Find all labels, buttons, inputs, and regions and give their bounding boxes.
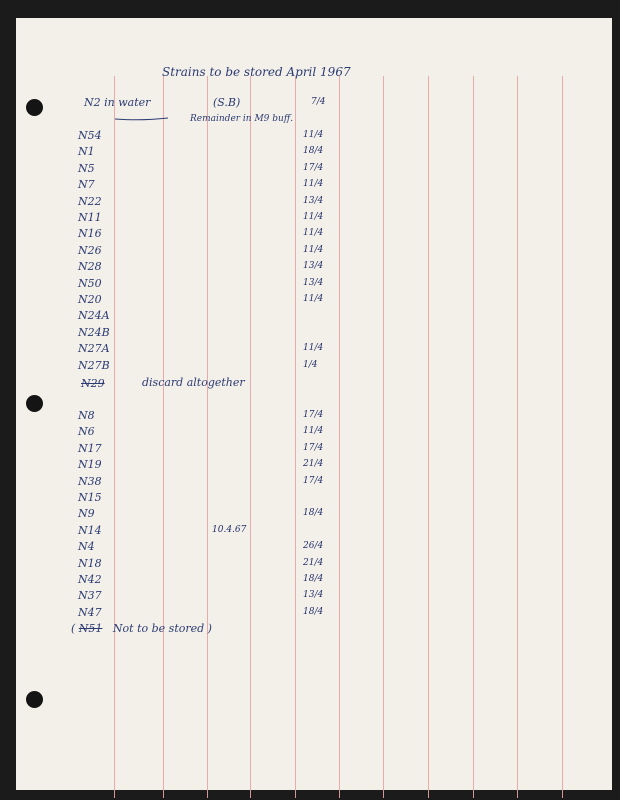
storage-date: 17/4: [303, 442, 324, 453]
remainder-note: Remainder in M9 buff.: [190, 114, 294, 124]
storage-date: 18/4: [303, 606, 324, 617]
storage-date: 13/4: [303, 261, 324, 272]
extra-date: 10.4.67: [212, 524, 247, 535]
storage-date: 11/4: [303, 426, 324, 437]
strain-label: N6: [78, 425, 95, 439]
storage-date: 11/4: [303, 212, 324, 222]
strain-label: N11: [78, 211, 102, 224]
not-stored-entry: ( N51 Not to be stored ): [71, 622, 212, 635]
page-title: Strains to be stored April 1967: [162, 65, 351, 79]
strain-label: N7: [78, 178, 95, 192]
strain-label: N2 in water: [84, 96, 151, 109]
strain-label: N28: [78, 260, 102, 274]
storage-date: 11/4: [303, 294, 324, 304]
storage-date: 11/4: [303, 343, 324, 354]
strain-label: N22: [78, 194, 102, 208]
strain-label: N54: [78, 129, 102, 142]
strain-label: N9: [78, 507, 95, 521]
storage-date: 13/4: [303, 195, 324, 206]
storage-date: 17/4: [303, 410, 324, 420]
strain-label: N37: [78, 589, 102, 603]
strain-label: N17: [78, 441, 102, 455]
strain-label: N14: [78, 523, 102, 537]
storage-date: 17/4: [303, 162, 324, 173]
not-stored-note: Not to be stored: [112, 622, 205, 635]
storage-code: (S.B): [213, 96, 241, 109]
strain-label: N20: [78, 293, 102, 306]
storage-date: 11/4: [303, 130, 324, 140]
strain-label: N5: [78, 161, 95, 175]
strain-label: N18: [78, 556, 102, 570]
underline-mark: [115, 118, 168, 120]
storage-date: 13/4: [303, 590, 324, 601]
strain-label: N38: [78, 474, 102, 488]
strain-label: N19: [78, 458, 102, 472]
strain-label: N24B: [78, 325, 110, 339]
strain-label: N16: [78, 227, 102, 241]
storage-date: 11/4: [303, 228, 324, 239]
storage-date: 26/4: [303, 541, 324, 552]
storage-date: 18/4: [303, 574, 324, 584]
storage-date: 21/4: [303, 557, 324, 568]
storage-date: 11/4: [303, 179, 324, 190]
discarded-strain-label: N29: [81, 377, 105, 390]
strain-label: N15: [78, 491, 102, 504]
storage-date: 13/4: [303, 277, 324, 288]
strain-label: N27B: [78, 358, 110, 372]
strain-label: N42: [78, 573, 102, 586]
storage-date: 18/4: [303, 146, 324, 157]
strain-label: N50: [78, 276, 102, 290]
discard-note: discard altogether: [142, 376, 245, 389]
strain-label: N47: [78, 605, 102, 619]
storage-date: 17/4: [303, 475, 324, 486]
strain-label: N8: [78, 409, 95, 422]
storage-date: 7/4: [311, 97, 326, 107]
storage-date: 11/4: [303, 244, 324, 255]
strain-label: N27A: [78, 342, 110, 356]
storage-date: 21/4: [303, 459, 324, 470]
storage-date: 1/4: [303, 359, 318, 370]
strain-label: N26: [78, 243, 102, 257]
strain-label: N24A: [78, 309, 110, 323]
storage-date: 18/4: [303, 508, 324, 519]
strain-label: N4: [78, 540, 95, 554]
strain-label: N1: [78, 145, 95, 159]
excluded-strain-label: N51: [78, 622, 103, 635]
